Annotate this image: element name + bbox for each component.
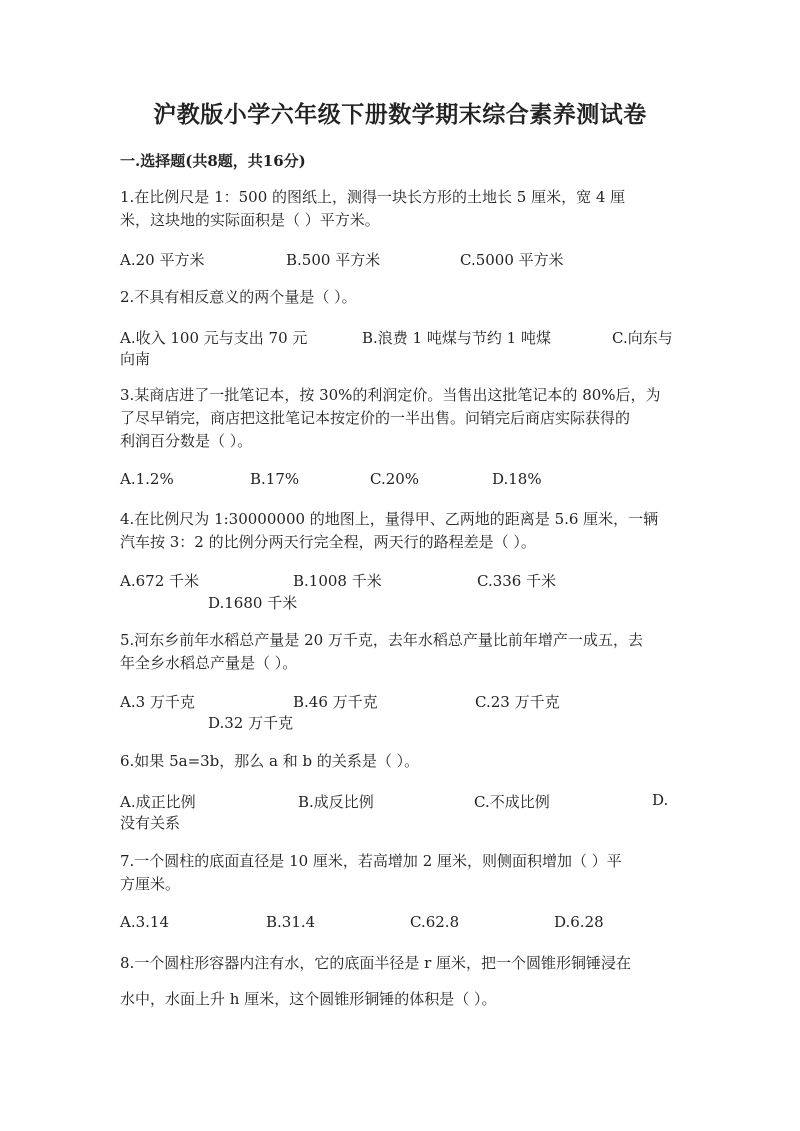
question-4-option-c[interactable]: C.336 千米: [477, 572, 557, 590]
question-6-option-c[interactable]: C.不成比例: [474, 793, 550, 811]
question-3-option-b[interactable]: B.17%: [250, 470, 300, 488]
question-3-line-3: 利润百分数是（ ）。: [120, 432, 253, 450]
question-4-option-d[interactable]: D.1680 千米: [208, 594, 298, 612]
question-7-option-d[interactable]: D.6.28: [554, 913, 604, 931]
question-2-option-c-wrap: 向南: [120, 350, 151, 368]
question-4-line-2: 汽车按 3：2 的比例分两天行完全程，两天行的路程差是（ ）。: [120, 533, 536, 551]
question-5-line-2: 年全乡水稻总产量是（ ）。: [120, 654, 298, 672]
question-5-option-d[interactable]: D.32 万千克: [208, 714, 294, 732]
question-7-option-b[interactable]: B.31.4: [266, 913, 316, 931]
question-6-line-1: 6.如果 5a=3b，那么 a 和 b 的关系是（ ）。: [120, 752, 420, 770]
question-8-line-1: 8.一个圆柱形容器内注有水，它的底面半径是 r 厘米，把一个圆锥形铜锤浸在: [120, 954, 632, 972]
question-5-option-b[interactable]: B.46 万千克: [293, 693, 378, 711]
question-3-option-d[interactable]: D.18%: [492, 470, 542, 488]
question-5-option-c[interactable]: C.23 万千克: [475, 693, 560, 711]
question-2-option-a[interactable]: A.收入 100 元与支出 70 元: [120, 329, 308, 347]
question-2-option-b[interactable]: B.浪费 1 吨煤与节约 1 吨煤: [362, 329, 551, 347]
question-1-line-1: 1.在比例尺是 1：500 的图纸上，测得一块长方形的土地长 5 厘米，宽 4 厘: [120, 188, 626, 206]
question-1-line-2: 米，这块地的实际面积是（ ）平方米。: [120, 211, 380, 229]
question-7-line-1: 7.一个圆柱的底面直径是 10 厘米，若高增加 2 厘米，则侧面积增加（ ）平: [120, 852, 622, 870]
question-7-line-2: 方厘米。: [120, 875, 181, 893]
question-2-option-c[interactable]: C.向东与: [612, 329, 673, 347]
question-6-option-d[interactable]: D.: [652, 791, 669, 809]
question-6-option-d-wrap: 没有关系: [120, 814, 181, 832]
question-3-option-a[interactable]: A.1.2%: [120, 470, 174, 488]
question-8-line-2: 水中，水面上升 h 厘米，这个圆锥形铜锤的体积是（ ）。: [120, 990, 497, 1008]
question-5-option-a[interactable]: A.3 万千克: [120, 693, 195, 711]
question-7-option-c[interactable]: C.62.8: [410, 913, 460, 931]
question-6-option-a[interactable]: A.成正比例: [120, 793, 196, 811]
question-7-option-a[interactable]: A.3.14: [120, 913, 169, 931]
question-3-line-2: 了尽早销完，商店把这批笔记本按定价的一半出售。问销完后商店实际获得的: [120, 409, 631, 427]
question-4-line-1: 4.在比例尺为 1:30000000 的地图上，量得甲、乙两地的距离是 5.6 厘米，一辆: [120, 510, 659, 528]
section-heading: 一.选择题(共8题，共16分): [120, 152, 306, 170]
question-1-option-a[interactable]: A.20 平方米: [120, 251, 205, 269]
question-3-option-c[interactable]: C.20%: [370, 470, 420, 488]
page-title: 沪教版小学六年级下册数学期末综合素养测试卷: [153, 101, 647, 128]
question-4-option-b[interactable]: B.1008 千米: [293, 572, 382, 590]
question-1-option-b[interactable]: B.500 平方米: [286, 251, 381, 269]
question-2-line-1: 2.不具有相反意义的两个量是（ ）。: [120, 288, 357, 306]
question-4-option-a[interactable]: A.672 千米: [120, 572, 199, 590]
question-1-option-c[interactable]: C.5000 平方米: [460, 251, 564, 269]
question-6-option-b[interactable]: B.成反比例: [298, 793, 374, 811]
question-5-line-1: 5.河东乡前年水稻总产量是 20 万千克，去年水稻总产量比前年增产一成五，去: [120, 631, 643, 649]
question-3-line-1: 3.某商店进了一批笔记本，按 30%的利润定价。当售出这批笔记本的 80%后，为: [120, 386, 661, 404]
